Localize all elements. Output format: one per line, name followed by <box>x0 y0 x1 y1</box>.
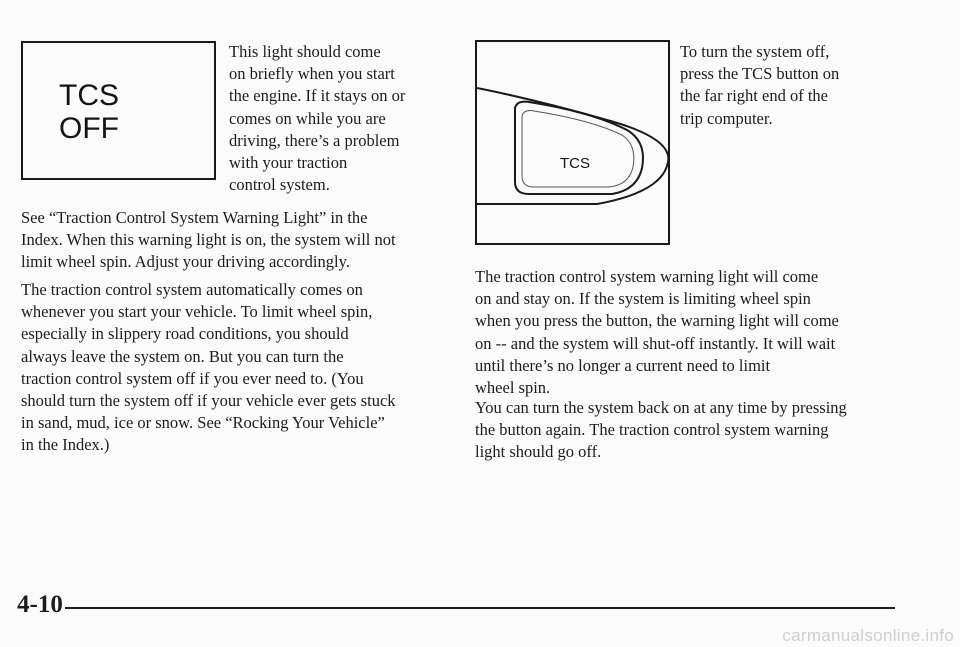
paragraph-automatic-on <box>21 279 461 457</box>
text-line: The traction control system automatically comes on <box>21 280 363 299</box>
text-line: whenever you start your vehicle. To limit wheel spin, <box>21 302 373 322</box>
text-line: when you press the button, the warning light will come <box>475 311 839 331</box>
text-line: in sand, mud, ice or snow. See “Rocking Your Vehicle” <box>21 413 385 433</box>
caption-line: the engine. If it stays on or <box>229 86 406 106</box>
text-line: Index. When this warning light is on, the system will not <box>21 230 396 250</box>
text-line: always leave the system on. But you can turn the <box>21 346 344 366</box>
indicator-caption <box>229 41 464 196</box>
paragraph-warning-behavior <box>475 266 915 399</box>
caption-line: on briefly when you start <box>229 64 395 84</box>
footer-rule <box>65 607 895 609</box>
caption-line: comes on while you are <box>229 108 386 128</box>
text-line: on -- and the system will shut-off instantly. It will wait <box>475 333 836 353</box>
indicator-text-tcs: TCS <box>59 79 119 112</box>
caption-line: press the TCS button on <box>680 64 840 84</box>
tcs-button-drawing <box>477 42 668 243</box>
caption-line: To turn the system off, <box>680 42 830 61</box>
text-line: until there’s no longer a current need to limit <box>475 355 771 375</box>
text-line: light should go off. <box>475 442 602 462</box>
text-line: the button again. The traction control system warning <box>475 420 829 440</box>
text-line: The traction control system warning light will come <box>475 267 819 286</box>
text-line: on and stay on. If the system is limiting wheel spin <box>475 289 811 309</box>
text-line: in the Index.) <box>21 435 110 455</box>
indicator-text-off: OFF <box>59 112 119 145</box>
text-line: See “Traction Control System Warning Light” in the <box>21 208 368 227</box>
caption-line: control system. <box>229 175 330 195</box>
caption-line: the far right end of the <box>680 86 828 106</box>
text-line: especially in slippery road conditions, you should <box>21 324 349 344</box>
text-line: You can turn the system back on at any time by pressing <box>475 398 847 417</box>
tcs-button-illustration <box>475 40 670 245</box>
caption-line: trip computer. <box>680 108 773 128</box>
caption-line: This light should come <box>229 42 381 61</box>
text-line: should turn the system off if your vehicle ever gets stuck <box>21 391 396 411</box>
paragraph-turn-back-on <box>475 397 915 464</box>
caption-line: with your traction <box>229 153 348 173</box>
button-caption <box>680 41 890 130</box>
tcs-button-label: TCS <box>560 155 590 172</box>
paragraph-warning-light <box>21 207 461 274</box>
text-line: wheel spin. <box>475 378 551 398</box>
page-number: 4-10 <box>17 591 63 618</box>
tcs-off-indicator <box>21 41 216 180</box>
text-line: limit wheel spin. Adjust your driving accordingly. <box>21 252 350 272</box>
text-line: traction control system off if you ever need to. (You <box>21 368 364 388</box>
watermark: carmanualsonline.info <box>782 626 954 645</box>
caption-line: driving, there’s a problem <box>229 130 400 150</box>
